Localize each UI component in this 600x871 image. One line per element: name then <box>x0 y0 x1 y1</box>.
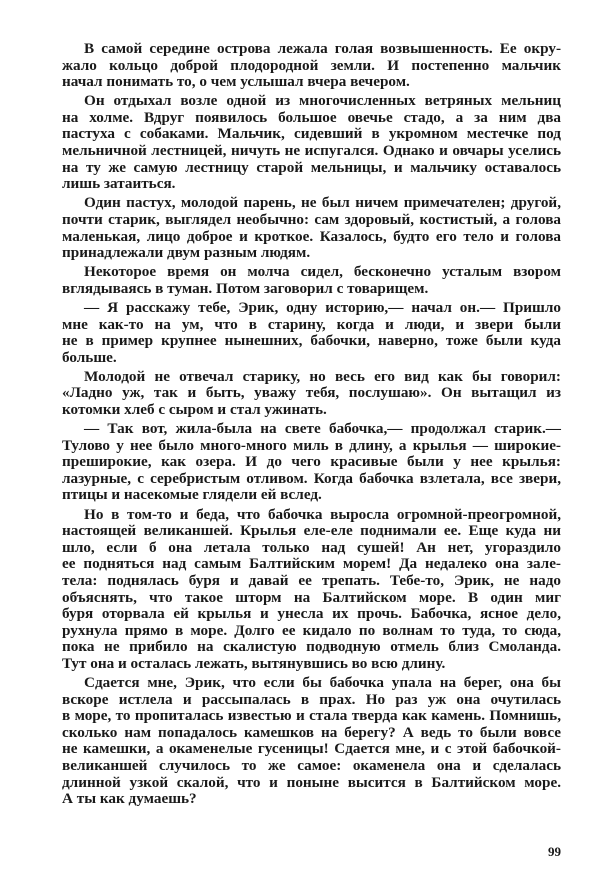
text-line: «Ладно уж, так и быть, уважу тебя, послушаю». Он вытащил из <box>62 384 561 402</box>
text-line: Некоторое время он молча сидел, бесконечно усталым взором <box>84 263 561 281</box>
paragraph <box>62 675 561 808</box>
text-line: котомки хлеб с сыром и стал ужинать. <box>62 400 327 418</box>
text-line: больше. <box>62 348 117 366</box>
text-line: принадлежали двум разным людям. <box>62 244 311 262</box>
paragraph <box>62 300 561 366</box>
paragraph <box>62 93 561 193</box>
text-line: пока не прибило на скалистую подводную отмель близ Смоланда. <box>62 638 561 656</box>
paragraph <box>62 41 561 91</box>
text-line: ее подняться над самым Балтийским морем! Да недалеко она зале- <box>62 555 561 573</box>
text-line: В самой середине острова лежала голая возвышенность. Ее окру- <box>84 40 561 57</box>
text-line: в море, то пропиталась известью и стала тверда как камень. Помнишь, <box>62 707 561 725</box>
text-line: на ту же самую лестницу старой мельницы, и мальчику оставалось <box>62 158 561 176</box>
text-line: Молодой не отвечал старику, но весь его вид как бы говорил: <box>84 367 561 385</box>
paragraph <box>62 507 561 673</box>
text-line: рухнула прямо в море. Долго ее кидало по волнам то туда, то сюда, <box>62 621 561 639</box>
text-line: — Так вот, жила-была на свете бабочка,— продолжал старик.— <box>84 420 561 438</box>
paragraph <box>62 421 561 504</box>
paragraph <box>62 195 561 261</box>
text-line: Сдается мне, Эрик, что если бы бабочка упала на берег, она бы <box>84 673 561 691</box>
text-line: тела: поднялась буря и давай ее трепать. Тебе-то, Эрик, не надо <box>62 571 561 589</box>
text-line: объяснять, что такое шторм на Балтийском море. В один миг <box>62 588 561 606</box>
paragraph <box>62 369 561 419</box>
text-line: почти старик, выглядел необычно: сам здоровый, костистый, а голова <box>62 210 561 228</box>
text-line: буря оторвала ей крылья и унесла их прочь. Бабочка, ясное дело, <box>62 605 561 623</box>
text-line: А ты как думаешь? <box>62 790 197 808</box>
text-line: начал понимать то, о чем услышал вчера вечером. <box>62 73 410 91</box>
text-line: мельничной лестницей, ничуть не испугался. Однако и овчары уселись <box>62 142 561 160</box>
text-line: пастуха с собаками. Мальчик, сидевший в укромном местечке под <box>62 125 561 143</box>
paragraph <box>62 264 561 297</box>
text-line: Но в том-то и беда, что бабочка выросла огромной-преогромной, <box>84 505 561 523</box>
text-line: настоящей великаншей. Крылья еле-еле поднимали ее. Еще куда ни <box>62 522 561 540</box>
text-line: на холме. Вдруг появилось большое овечье стадо, а за ним два <box>62 108 561 126</box>
page-body-text <box>62 41 561 810</box>
text-line: вглядываясь в туман. Потом заговорил с товарищем. <box>62 279 429 297</box>
text-line: птицы и насекомые глядели ей вслед. <box>62 486 322 504</box>
text-line: мне как-то на ум, что в старину, когда и люди, и звери были <box>62 315 561 333</box>
text-line: Один пастух, молодой парень, не был ничем примечателен; другой, <box>84 194 561 212</box>
text-line: не камешки, а окаменелые гусеницы! Сдается мне, и с этой бабочкой- <box>62 740 561 758</box>
text-line: — Я расскажу тебе, Эрик, одну историю,— начал он.— Пришло <box>84 298 561 316</box>
text-line: Он отдыхал возле одной из многочисленных ветряных мельниц <box>84 92 561 110</box>
text-line: вскоре истлела и рассыпалась в прах. Но раз уж она очутилась <box>62 690 561 708</box>
text-line: сколько нам попадалось камешков на берегу? А ведь то были вовсе <box>62 723 561 741</box>
page-number: 99 <box>548 844 561 859</box>
text-line: Тут она и осталась лежать, вытянувшись во всю длину. <box>62 654 446 672</box>
text-line: Тулово у нее было много-много миль в длину, а крылья — широкие- <box>62 436 561 454</box>
text-line: длинной узкой скалой, что и поныне высится в Балтийском море. <box>62 773 561 791</box>
text-line: лазурные, с серебристым отливом. Когда бабочка взлетала, все звери, <box>62 469 561 487</box>
text-line: маленькая, лицо доброе и кроткое. Казалось, будто его тело и голова <box>62 227 561 245</box>
text-line: лишь затаиться. <box>62 175 176 193</box>
text-line: шло, если б она летала только над сушей! Ан нет, угораздило <box>62 538 561 556</box>
text-line: не в пример крупнее нынешних, бабочки, наверно, тоже были куда <box>62 332 561 350</box>
text-line: жало кольцо доброй плодородной земли. И постепенно мальчик <box>62 56 561 74</box>
text-line: преширокие, как озера. И до чего красивые были у нее крылья: <box>62 453 561 471</box>
text-line: великаншей случилось то же самое: окаменела она и сделалась <box>62 756 561 774</box>
